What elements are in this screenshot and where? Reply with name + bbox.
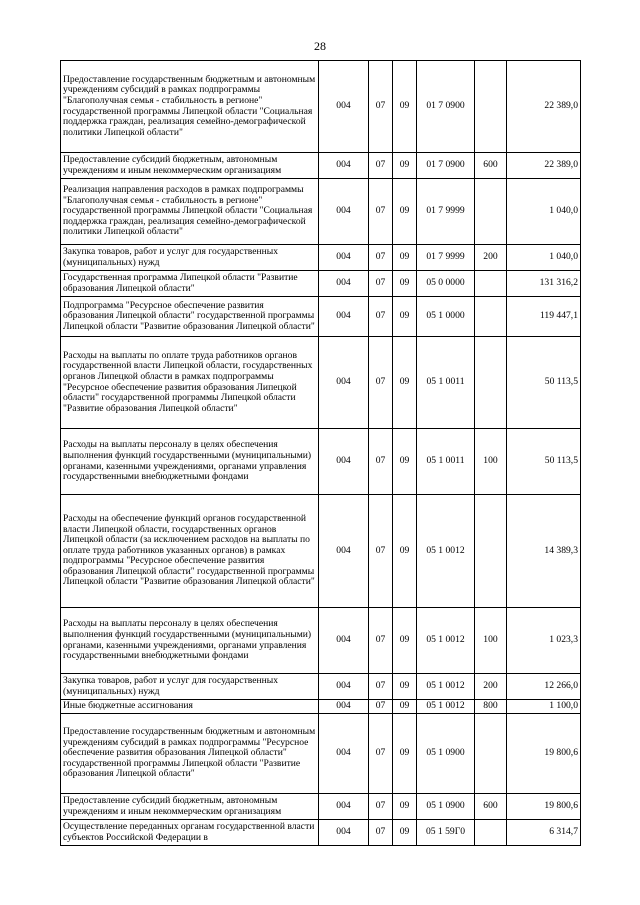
cell-description: Подпрограмма "Ресурсное обеспечение развития образования Липецкой области" государственной программы Липецкой области "Развитие образования Липецкой области"	[61, 297, 319, 337]
cell-section: 07	[369, 608, 393, 674]
cell-ministry-code: 004	[319, 714, 369, 794]
cell-subsection: 09	[393, 700, 417, 714]
cell-expense-type	[475, 820, 507, 846]
cell-subsection: 09	[393, 794, 417, 820]
cell-subsection: 09	[393, 179, 417, 245]
cell-ministry-code: 004	[319, 245, 369, 271]
cell-amount: 6 314,7	[507, 820, 581, 846]
cell-subsection: 09	[393, 820, 417, 846]
cell-amount: 1 040,0	[507, 179, 581, 245]
cell-amount: 1 100,0	[507, 700, 581, 714]
table-row	[61, 271, 581, 297]
cell-description: Предоставление субсидий бюджетным, автономным учреждениям и иным некоммерческим организациям	[61, 794, 319, 820]
cell-expense-type: 100	[475, 429, 507, 495]
cell-section: 07	[369, 297, 393, 337]
table-row	[61, 61, 581, 153]
table-row	[61, 297, 581, 337]
cell-expense-type	[475, 297, 507, 337]
table-row	[61, 179, 581, 245]
cell-section: 07	[369, 337, 393, 429]
cell-description: Расходы на выплаты персоналу в целях обеспечения выполнения функций государственными (муниципальными) органами, казенными учреждениями, органами управления государственными внебюджетными фондами	[61, 429, 319, 495]
cell-expense-type: 100	[475, 608, 507, 674]
cell-expense-type: 600	[475, 794, 507, 820]
cell-subsection: 09	[393, 429, 417, 495]
cell-target-article: 01 7 0900	[417, 153, 475, 179]
cell-expense-type	[475, 179, 507, 245]
cell-description: Государственная программа Липецкой области "Развитие образования Липецкой области"	[61, 271, 319, 297]
cell-target-article: 05 1 0011	[417, 337, 475, 429]
cell-target-article: 01 7 0900	[417, 61, 475, 153]
table-row	[61, 700, 581, 714]
cell-section: 07	[369, 429, 393, 495]
cell-description: Предоставление субсидий бюджетным, автономным учреждениям и иным некоммерческим организациям	[61, 153, 319, 179]
cell-ministry-code: 004	[319, 153, 369, 179]
cell-target-article: 05 1 0012	[417, 674, 475, 700]
cell-amount: 50 113,5	[507, 429, 581, 495]
cell-subsection: 09	[393, 608, 417, 674]
table-row	[61, 714, 581, 794]
cell-target-article: 05 0 0000	[417, 271, 475, 297]
cell-description: Закупка товаров, работ и услуг для государственных (муниципальных) нужд	[61, 674, 319, 700]
cell-section: 07	[369, 153, 393, 179]
cell-ministry-code: 004	[319, 820, 369, 846]
cell-ministry-code: 004	[319, 271, 369, 297]
cell-ministry-code: 004	[319, 608, 369, 674]
cell-section: 07	[369, 271, 393, 297]
cell-expense-type: 600	[475, 153, 507, 179]
cell-description: Предоставление государственным бюджетным и автономным учреждениям субсидий в рамках подпрограммы "Благополучная семья - стабильность в регионе" государственной программы Липецкой области "Социальная поддержка граждан, реализация семейно-демографической политики Липецкой области"	[61, 61, 319, 153]
cell-subsection: 09	[393, 297, 417, 337]
table-row	[61, 153, 581, 179]
cell-target-article: 05 1 0012	[417, 608, 475, 674]
cell-subsection: 09	[393, 714, 417, 794]
cell-ministry-code: 004	[319, 495, 369, 608]
cell-target-article: 05 1 0012	[417, 700, 475, 714]
cell-subsection: 09	[393, 674, 417, 700]
page-number: 28	[314, 39, 326, 53]
cell-amount: 19 800,6	[507, 714, 581, 794]
cell-description: Иные бюджетные ассигнования	[61, 700, 319, 714]
cell-target-article: 05 1 0900	[417, 794, 475, 820]
cell-amount: 22 389,0	[507, 153, 581, 179]
cell-section: 07	[369, 700, 393, 714]
cell-subsection: 09	[393, 245, 417, 271]
cell-amount: 12 266,0	[507, 674, 581, 700]
cell-ministry-code: 004	[319, 61, 369, 153]
cell-target-article: 05 1 59Г0	[417, 820, 475, 846]
cell-expense-type	[475, 337, 507, 429]
cell-section: 07	[369, 714, 393, 794]
cell-amount: 19 800,6	[507, 794, 581, 820]
cell-description: Предоставление государственным бюджетным и автономным учреждениям субсидий в рамках подпрограммы "Ресурсное обеспечение развития образования Липецкой области" государственной программы Липецкой области "Развитие образования Липецкой области"	[61, 714, 319, 794]
table-row	[61, 608, 581, 674]
table-body	[61, 61, 581, 846]
cell-section: 07	[369, 495, 393, 608]
cell-expense-type	[475, 714, 507, 794]
cell-description: Закупка товаров, работ и услуг для государственных (муниципальных) нужд	[61, 245, 319, 271]
cell-amount: 50 113,5	[507, 337, 581, 429]
cell-target-article: 01 7 9999	[417, 245, 475, 271]
cell-target-article: 05 1 0011	[417, 429, 475, 495]
cell-section: 07	[369, 245, 393, 271]
cell-ministry-code: 004	[319, 179, 369, 245]
cell-description: Расходы на обеспечение функций органов государственной власти Липецкой области, государственных органов Липецкой области (за исключением расходов на выплаты по оплате труда работников указанных органов) в рамках подпрограммы "Ресурсное обеспечение развития образования Липецкой области" государственной программы Липецкой области "Развитие образования Липецкой области"	[61, 495, 319, 608]
cell-subsection: 09	[393, 61, 417, 153]
table-row	[61, 429, 581, 495]
table-row	[61, 820, 581, 846]
table-row	[61, 495, 581, 608]
cell-amount: 22 389,0	[507, 61, 581, 153]
cell-subsection: 09	[393, 495, 417, 608]
cell-expense-type	[475, 271, 507, 297]
cell-ministry-code: 004	[319, 794, 369, 820]
cell-expense-type	[475, 61, 507, 153]
cell-subsection: 09	[393, 153, 417, 179]
cell-amount: 1 040,0	[507, 245, 581, 271]
cell-section: 07	[369, 794, 393, 820]
budget-table	[60, 60, 581, 846]
cell-subsection: 09	[393, 271, 417, 297]
table-row	[61, 674, 581, 700]
cell-section: 07	[369, 674, 393, 700]
cell-subsection: 09	[393, 337, 417, 429]
cell-amount: 14 389,3	[507, 495, 581, 608]
cell-ministry-code: 004	[319, 337, 369, 429]
cell-expense-type: 200	[475, 245, 507, 271]
cell-target-article: 05 1 0000	[417, 297, 475, 337]
cell-expense-type: 200	[475, 674, 507, 700]
table-row	[61, 794, 581, 820]
table-row	[61, 245, 581, 271]
table-row	[61, 337, 581, 429]
cell-description: Расходы на выплаты персоналу в целях обеспечения выполнения функций государственными (муниципальными) органами, казенными учреждениями, органами управления государственными внебюджетными фондами	[61, 608, 319, 674]
cell-target-article: 05 1 0900	[417, 714, 475, 794]
cell-target-article: 01 7 9999	[417, 179, 475, 245]
cell-target-article: 05 1 0012	[417, 495, 475, 608]
cell-description: Реализация направления расходов в рамках подпрограммы "Благополучная семья - стабильность в регионе" государственной программы Липецкой области "Социальная поддержка граждан, реализация семейно-демографической политики Липецкой области"	[61, 179, 319, 245]
cell-section: 07	[369, 179, 393, 245]
cell-ministry-code: 004	[319, 700, 369, 714]
cell-amount: 131 316,2	[507, 271, 581, 297]
cell-section: 07	[369, 61, 393, 153]
cell-ministry-code: 004	[319, 674, 369, 700]
cell-amount: 119 447,1	[507, 297, 581, 337]
cell-section: 07	[369, 820, 393, 846]
cell-ministry-code: 004	[319, 429, 369, 495]
cell-amount: 1 023,3	[507, 608, 581, 674]
cell-expense-type	[475, 495, 507, 608]
cell-ministry-code: 004	[319, 297, 369, 337]
cell-description: Осуществление переданных органам государственной власти субъектов Российской Федерации в	[61, 820, 319, 846]
cell-expense-type: 800	[475, 700, 507, 714]
cell-description: Расходы на выплаты по оплате труда работников органов государственной власти Липецкой области, государственных органов Липецкой области в рамках подпрограммы "Ресурсное обеспечение развития образования Липецкой области" государственной программы Липецкой области "Развитие образования Липецкой области"	[61, 337, 319, 429]
